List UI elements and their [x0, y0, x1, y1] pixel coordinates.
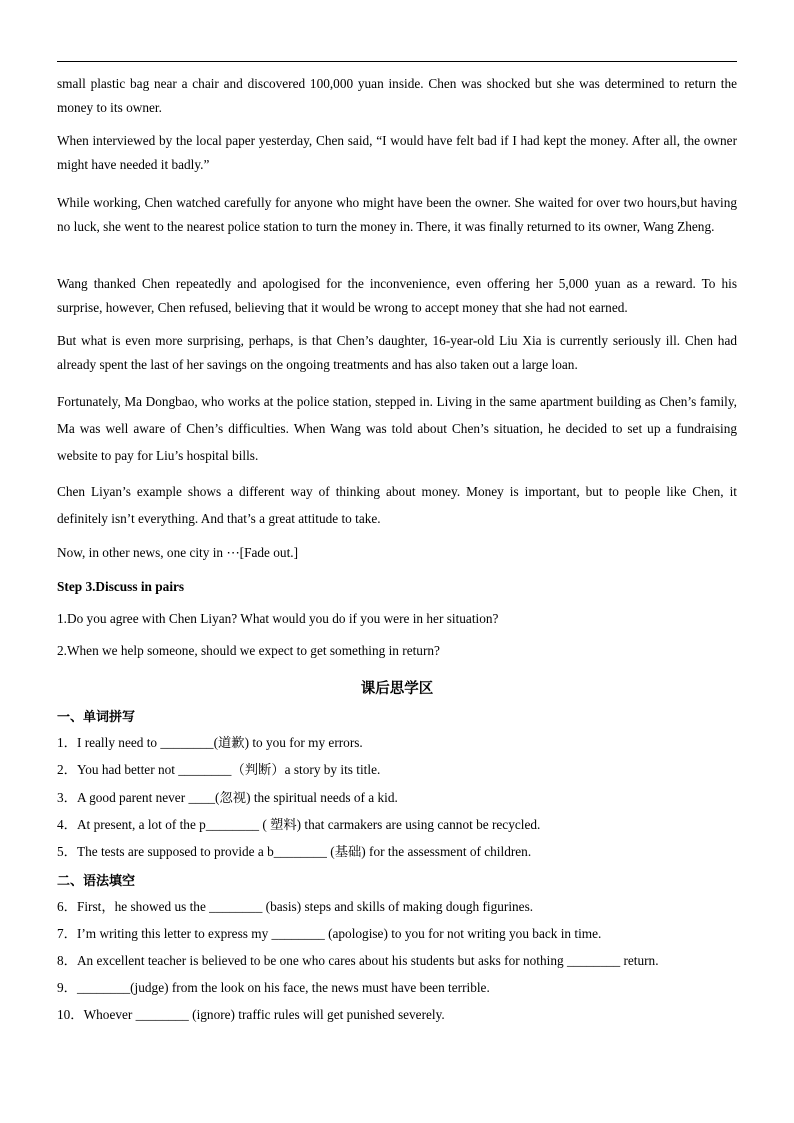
spelling-item-2: 2．You had better not ________（判断）a story by its title. — [57, 762, 381, 777]
spelling-item-5: 5．The tests are supposed to provide a b________ (基础) for the assessment of children. — [57, 844, 532, 859]
spelling-item-4: 4．At present, a lot of the p________ ( 塑料) that carmakers are using cannot be recycled. — [57, 817, 541, 832]
header-rule — [57, 61, 737, 62]
story-paragraph-8: Now, in other news, one city in ⋯[Fade out.] — [57, 545, 299, 560]
story-paragraph-2: When interviewed by the local paper yesterday, Chen said, “I would have felt bad if I had kept the money. After all, the owner might have needed it badly.” — [57, 133, 737, 172]
story-paragraph-7: Chen Liyan’s example shows a different way of thinking about money. Money is important, but to people like Chen, it definitely isn’t everything. And that’s a great attitude to take. — [57, 484, 737, 526]
after-class-title: 课后思学区 — [360, 681, 434, 697]
discuss-question-1: 1.Do you agree with Chen Liyan? What would you do if you were in her situation? — [57, 611, 499, 626]
grammar-item-9: 9．________(judge) from the look on his face, the news must have been terrible. — [57, 980, 490, 995]
discuss-heading: Step 3.Discuss in pairs — [57, 579, 185, 594]
spelling-item-3: 3．A good parent never ____(忽视) the spiritual needs of a kid. — [57, 790, 398, 805]
grammar-item-6: 6．First，he showed us the ________ (basis) steps and skills of making dough figurines. — [57, 899, 534, 914]
story-paragraph-1: small plastic bag near a chair and discovered 100,000 yuan inside. Chen was shocked but she was determined to return the money to its owner. — [57, 76, 737, 115]
section-spelling-heading: 一、单词拼写 — [57, 710, 136, 725]
story-paragraph-3: While working, Chen watched carefully for anyone who might have been the owner. She waited for over two hours,but having no luck, she went to the nearest police station to turn the money in. There, it was finally returned to its owner, Wang Zheng. — [57, 195, 737, 234]
grammar-item-10: 10．Whoever ________ (ignore) traffic rules will get punished severely. — [57, 1007, 445, 1022]
story-paragraph-5: But what is even more surprising, perhaps, is that Chen’s daughter, 16-year-old Liu Xia is currently seriously ill. Chen had already spent the last of her savings on the ongoing treatments and has also taken out a large loan. — [57, 333, 737, 372]
section-grammar-heading: 二、语法填空 — [57, 874, 136, 889]
story-paragraph-4: Wang thanked Chen repeatedly and apologised for the inconvenience, even offering her 5,000 yuan as a reward. To his surprise, however, Chen refused, believing that it would be wrong to accept money that she had not earned. — [57, 276, 737, 315]
grammar-item-8: 8．An excellent teacher is believed to be one who cares about his students but asks for nothing ________ return. — [57, 953, 659, 968]
story-paragraph-6: Fortunately, Ma Dongbao, who works at the police station, stepped in. Living in the same apartment building as Chen’s family, Ma was well aware of Chen’s difficulties. When Wang was told about Chen’s situation, he decided to set up a fundraising website to pay for Liu’s hospital bills. — [57, 394, 737, 463]
grammar-item-7: 7．I’m writing this letter to express my ________ (apologise) to you for not writing you back in time. — [57, 926, 602, 941]
discuss-question-2: 2.When we help someone, should we expect to get something in return? — [57, 643, 440, 658]
spelling-item-1: 1．I really need to ________(道歉) to you for my errors. — [57, 735, 363, 750]
